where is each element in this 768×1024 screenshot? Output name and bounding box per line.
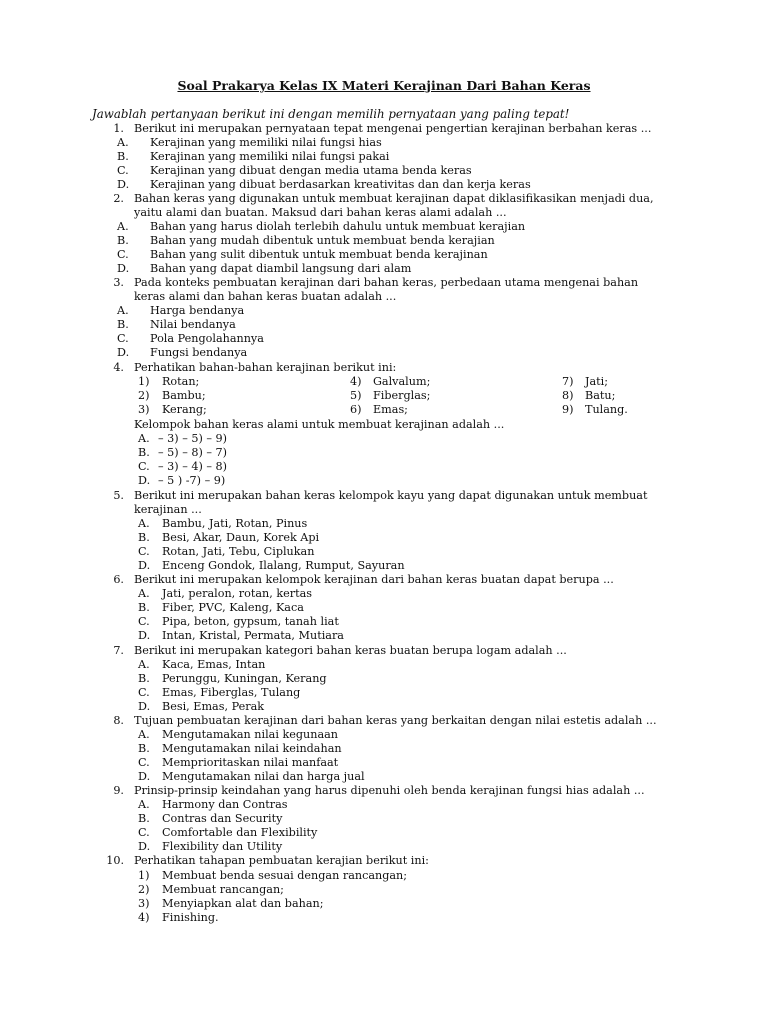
- option-text: Perunggu, Kuningan, Kerang: [162, 672, 327, 685]
- question-text: Berikut ini merupakan pernyataan tepat mengenai pengertian kerajinan berbahan keras ...: [134, 122, 652, 135]
- question-text: Berikut ini merupakan bahan keras kelompok kayu yang dapat digunakan untuk membuat: [134, 489, 648, 502]
- option-text: Memprioritaskan nilai manfaat: [162, 756, 339, 769]
- option-text: Flexibility dan Utility: [162, 840, 283, 853]
- option-text: Nilai bendanya: [150, 318, 236, 331]
- item-text: Batu;: [585, 389, 616, 402]
- option-key: B.: [117, 150, 129, 163]
- question-number: 7.: [113, 644, 124, 657]
- option-key: D.: [117, 262, 130, 275]
- option-key: A.: [117, 304, 129, 317]
- option-key: B.: [138, 531, 150, 544]
- option-key: A.: [138, 798, 150, 811]
- item-key: 4): [350, 375, 362, 388]
- option-text: – 3) – 5) – 9): [158, 432, 228, 445]
- item-text: Emas;: [373, 403, 408, 416]
- step-key: 2): [138, 883, 150, 896]
- step-text: Membuat benda sesuai dengan rancangan;: [162, 869, 408, 882]
- question-number: 2.: [113, 192, 124, 205]
- question-text-cont: Kelompok bahan keras alami untuk membuat kerajinan adalah ...: [134, 418, 505, 431]
- option-key: D.: [138, 700, 151, 713]
- item-text: Galvalum;: [373, 375, 431, 388]
- question-text: Pada konteks pembuatan kerajinan dari bahan keras, perbedaan utama mengenai bahan: [134, 276, 639, 289]
- option-key: D.: [138, 840, 151, 853]
- option-text: Fungsi bendanya: [150, 346, 248, 359]
- option-key: A.: [138, 432, 150, 445]
- question-text: Perhatikan tahapan pembuatan kerajian berikut ini:: [134, 854, 429, 867]
- option-key: C.: [138, 615, 150, 628]
- item-text: Bambu;: [162, 389, 206, 402]
- option-text: Contras dan Security: [162, 812, 283, 825]
- item-key: 8): [562, 389, 574, 402]
- option-text: Bahan yang harus diolah terlebih dahulu untuk membuat kerajian: [150, 220, 526, 233]
- option-text: Kaca, Emas, Intan: [162, 658, 266, 671]
- option-key: C.: [138, 826, 150, 839]
- item-text: Jati;: [585, 375, 608, 388]
- option-text: Rotan, Jati, Tebu, Ciplukan: [162, 545, 315, 558]
- item-key: 5): [350, 389, 362, 402]
- option-key: A.: [138, 728, 150, 741]
- page-title: Soal Prakarya Kelas IX Materi Kerajinan Dari Bahan Keras: [177, 78, 591, 93]
- option-key: B.: [138, 601, 150, 614]
- item-key: 7): [562, 375, 574, 388]
- item-key: 1): [138, 375, 150, 388]
- step-text: Membuat rancangan;: [162, 883, 284, 896]
- option-key: A.: [117, 136, 129, 149]
- option-key: A.: [117, 220, 129, 233]
- question-number: 6.: [113, 573, 124, 586]
- question-number: 4.: [113, 361, 124, 374]
- option-text: Enceng Gondok, Ilalang, Rumput, Sayuran: [162, 559, 405, 572]
- item-key: 6): [350, 403, 362, 416]
- option-key: C.: [138, 756, 150, 769]
- question-text: Bahan keras yang digunakan untuk membuat kerajinan dapat diklasifikasikan menjadi dua,: [134, 192, 654, 205]
- option-key: B.: [138, 812, 150, 825]
- question-number: 8.: [113, 714, 124, 727]
- option-text: Besi, Akar, Daun, Korek Api: [162, 531, 320, 544]
- option-key: B.: [138, 672, 150, 685]
- option-key: B.: [117, 318, 129, 331]
- option-key: B.: [138, 446, 150, 459]
- question-number: 10.: [106, 854, 124, 867]
- question-number: 5.: [113, 489, 124, 502]
- step-key: 3): [138, 897, 150, 910]
- option-text: Harmony dan Contras: [162, 798, 288, 811]
- question-text: Berikut ini merupakan kategori bahan keras buatan berupa logam adalah ...: [134, 644, 567, 657]
- option-text: Bahan yang mudah dibentuk untuk membuat benda kerajian: [150, 234, 495, 247]
- option-key: A.: [138, 587, 150, 600]
- option-key: A.: [138, 517, 150, 530]
- option-text: Bahan yang sulit dibentuk untuk membuat benda kerajinan: [150, 248, 488, 261]
- option-text: Bahan yang dapat diambil langsung dari alam: [150, 262, 412, 275]
- item-text: Kerang;: [162, 403, 207, 416]
- step-key: 1): [138, 869, 150, 882]
- question-text-cont: yaitu alami dan buatan. Maksud dari bahan keras alami adalah ...: [134, 206, 507, 219]
- question-text: Berikut ini merupakan kelompok kerajinan dari bahan keras buatan dapat berupa ...: [134, 573, 614, 586]
- option-key: C.: [117, 332, 129, 345]
- question-text: Prinsip-prinsip keindahan yang harus dipenuhi oleh benda kerajinan fungsi hias adalah ...: [134, 784, 645, 797]
- option-text: Fiber, PVC, Kaleng, Kaca: [162, 601, 304, 614]
- option-text: Kerajinan yang dibuat dengan media utama benda keras: [150, 164, 472, 177]
- option-text: Mengutamakan nilai dan harga jual: [162, 770, 365, 783]
- option-text: Kerajinan yang dibuat berdasarkan kreativitas dan dan kerja keras: [150, 178, 531, 191]
- option-text: – 5) – 8) – 7): [158, 446, 228, 459]
- option-key: C.: [117, 164, 129, 177]
- option-text: Comfortable dan Flexibility: [162, 826, 318, 839]
- question-text-cont: kerajinan ...: [134, 503, 202, 516]
- option-key: C.: [117, 248, 129, 261]
- item-key: 3): [138, 403, 150, 416]
- question-text: Perhatikan bahan-bahan kerajinan berikut ini:: [134, 361, 397, 374]
- option-key: D.: [117, 178, 130, 191]
- option-text: Intan, Kristal, Permata, Mutiara: [162, 629, 344, 642]
- step-key: 4): [138, 911, 150, 924]
- option-text: Mengutamakan nilai kegunaan: [162, 728, 338, 741]
- option-text: Bambu, Jati, Rotan, Pinus: [162, 517, 308, 530]
- option-text: Mengutamakan nilai keindahan: [162, 742, 342, 755]
- option-key: D.: [138, 559, 151, 572]
- instructions: Jawablah pertanyaan berikut ini dengan memilih pernyataan yang paling tepat!: [92, 107, 570, 121]
- question-text-cont: keras alami dan bahan keras buatan adalah ...: [134, 290, 397, 303]
- option-text: Kerajinan yang memiliki nilai fungsi hias: [150, 136, 382, 149]
- option-key: D.: [117, 346, 130, 359]
- option-text: Pola Pengolahannya: [150, 332, 264, 345]
- option-text: Emas, Fiberglas, Tulang: [162, 686, 301, 699]
- option-text: Jati, peralon, rotan, kertas: [162, 587, 312, 600]
- option-key: B.: [117, 234, 129, 247]
- question-number: 9.: [113, 784, 124, 797]
- option-key: C.: [138, 686, 150, 699]
- option-key: D.: [138, 770, 151, 783]
- option-text: Kerajinan yang memiliki nilai fungsi pakai: [150, 150, 390, 163]
- option-key: D.: [138, 474, 151, 487]
- question-number: 1.: [113, 122, 124, 135]
- option-text: Besi, Emas, Perak: [162, 700, 265, 713]
- item-key: 9): [562, 403, 574, 416]
- item-key: 2): [138, 389, 150, 402]
- option-key: B.: [138, 742, 150, 755]
- option-key: C.: [138, 545, 150, 558]
- item-text: Tulang.: [585, 403, 628, 416]
- option-text: – 3) – 4) – 8): [158, 460, 228, 473]
- question-text: Tujuan pembuatan kerajinan dari bahan keras yang berkaitan dengan nilai estetis adalah ...: [134, 714, 657, 727]
- question-number: 3.: [113, 276, 124, 289]
- option-text: Pipa, beton, gypsum, tanah liat: [162, 615, 339, 628]
- step-text: Menyiapkan alat dan bahan;: [162, 897, 324, 910]
- item-text: Rotan;: [162, 375, 200, 388]
- option-key: A.: [138, 658, 150, 671]
- item-text: Fiberglas;: [373, 389, 431, 402]
- option-key: C.: [138, 460, 150, 473]
- step-text: Finishing.: [162, 911, 219, 924]
- option-text: Harga bendanya: [150, 304, 245, 317]
- option-text: – 5 ) -7) – 9): [158, 474, 226, 487]
- option-key: D.: [138, 629, 151, 642]
